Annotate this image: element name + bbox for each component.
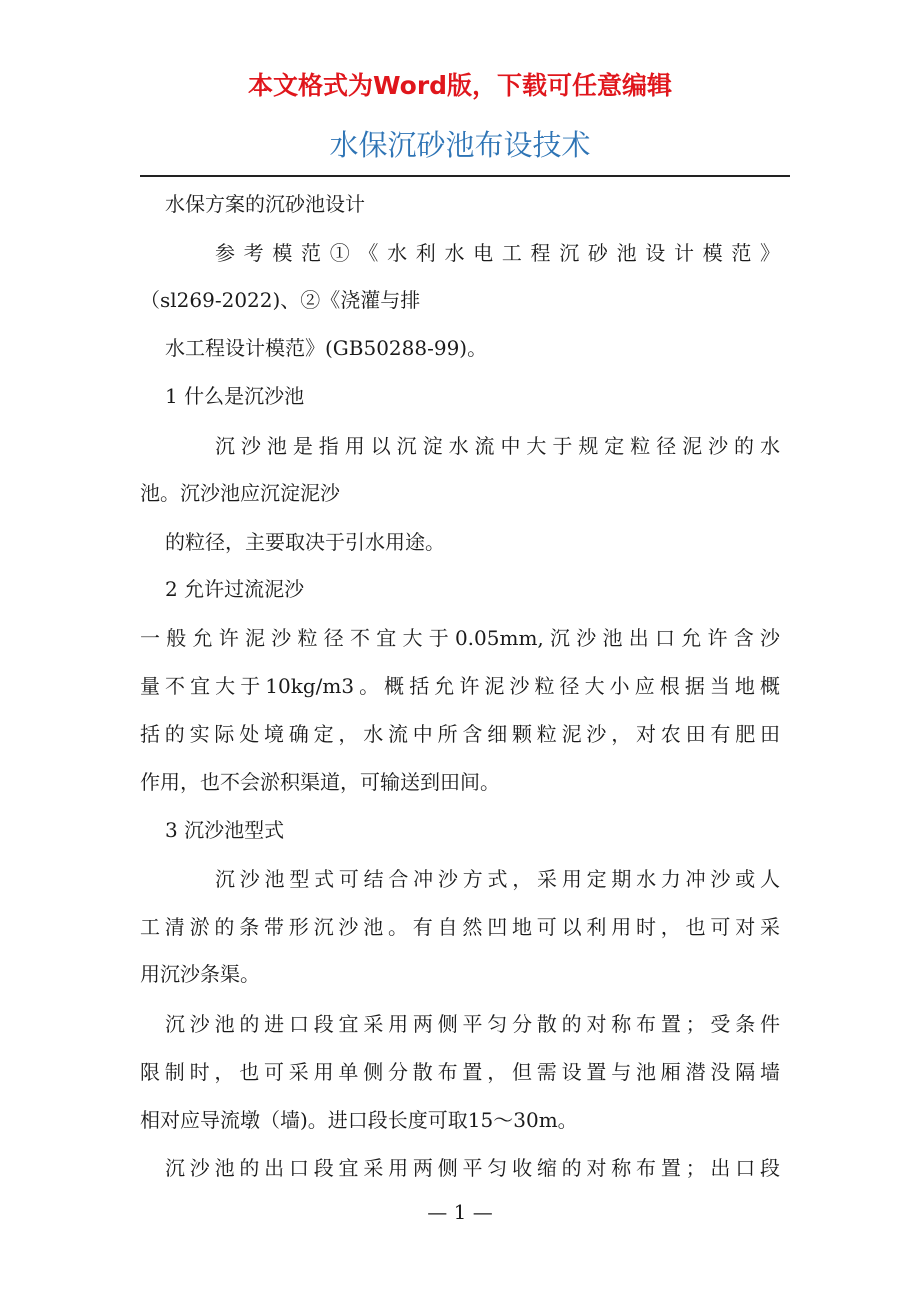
body-line-3: （sl269-2022)、②《浇灌与排 (140, 288, 421, 312)
body-line-8: 的粒径，主要取决于引水用途。 (165, 530, 445, 554)
body-line-1: 水保方案的沉砂池设计 (165, 192, 365, 216)
body-line-6: 沉沙池是指用以沉淀水流中大于规定粒径泥沙的水 (215, 434, 780, 458)
section-heading-3: 3 沉沙池型式 (165, 818, 285, 842)
page-number: — 1 — (427, 1200, 493, 1224)
body-line-2: 参考模范①《水利水电工程沉砂池设计模范》 (215, 241, 780, 265)
format-notice-banner: 本文格式为Word版，下载可任意编辑 (247, 71, 673, 100)
body-line-10: 一般允许泥沙粒径不宜大于0.05mm,沉沙池出口允许含沙 (140, 626, 780, 650)
body-line-15: 沉沙池型式可结合冲沙方式，采用定期水力冲沙或人 (215, 867, 780, 891)
section-heading-1: 1 什么是沉沙池 (165, 384, 305, 408)
body-line-16: 工清淤的条带形沉沙池。有自然凹地可以利用时，也可对采 (140, 915, 780, 939)
body-line-17: 用沉沙条渠。 (140, 962, 260, 986)
body-line-7: 池。沉沙池应沉淀泥沙 (140, 481, 340, 505)
body-line-21: 沉沙池的出口段宜采用两侧平匀收缩的对称布置；出口段 (165, 1156, 780, 1180)
body-line-4: 水工程设计模范》(GB50288-99)。 (165, 336, 488, 360)
body-line-20: 相对应导流墩（墙)。进口段长度可取15～30m。 (140, 1108, 578, 1132)
title-divider (140, 175, 790, 177)
body-line-13: 作用，也不会淤积渠道，可输送到田间。 (140, 770, 500, 794)
body-line-18: 沉沙池的进口段宜采用两侧平匀分散的对称布置；受条件 (165, 1012, 780, 1036)
body-line-11: 量不宜大于10kg/m3。概括允许泥沙粒径大小应根据当地概 (140, 674, 780, 698)
section-heading-2: 2 允许过流泥沙 (165, 577, 305, 601)
body-line-19: 限制时，也可采用单侧分散布置，但需设置与池厢潜没隔墙 (140, 1060, 780, 1084)
body-line-12: 括的实际处境确定，水流中所含细颗粒泥沙，对农田有肥田 (140, 722, 780, 746)
document-title: 水保沉砂池布设技术 (329, 128, 591, 162)
